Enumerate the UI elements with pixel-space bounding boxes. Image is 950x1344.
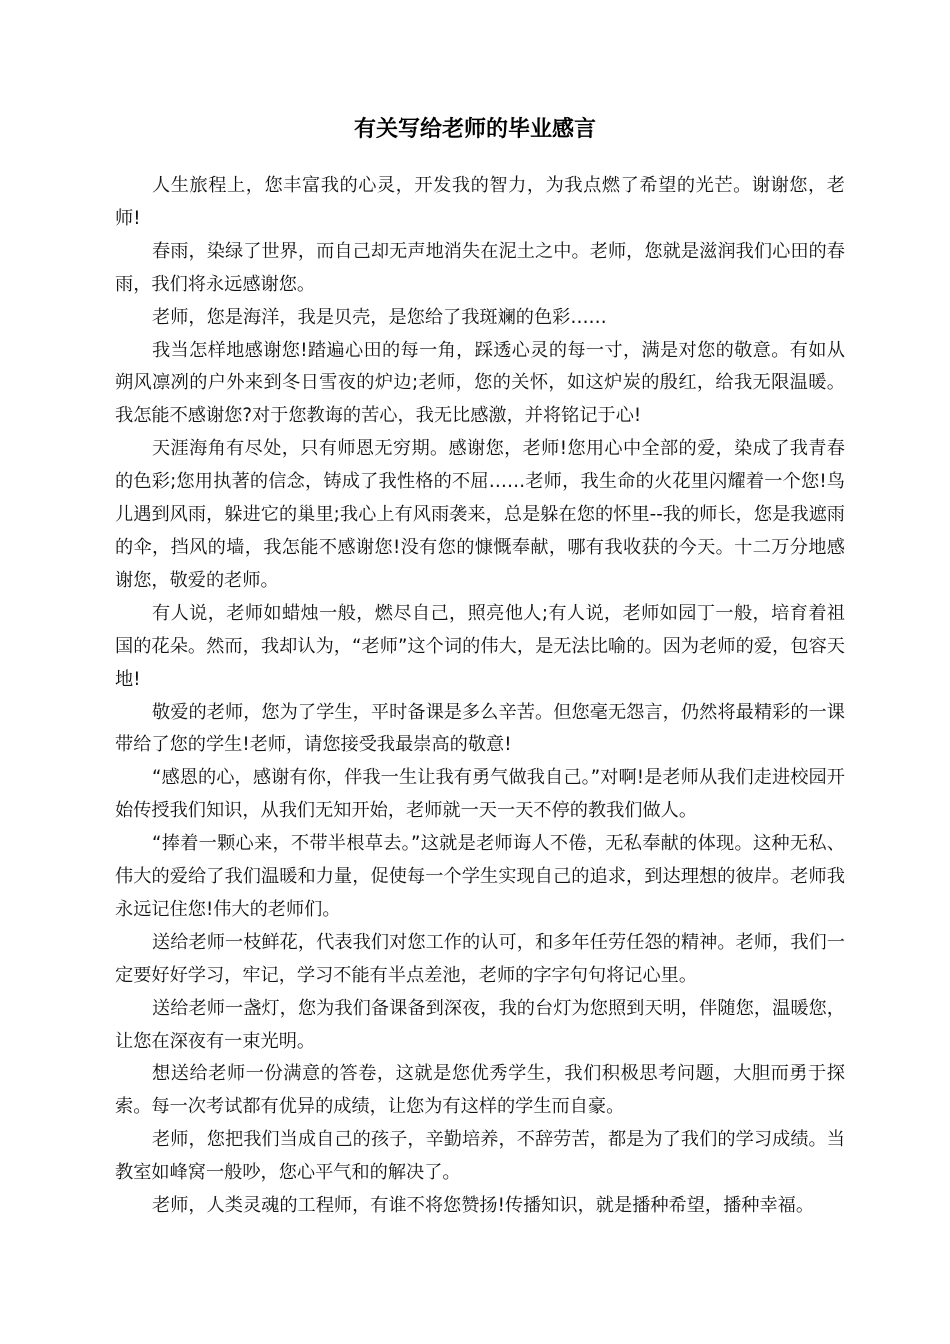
paragraph: 天涯海角有尽处，只有师恩无穷期。感谢您，老师!您用心中全部的爱，染成了我青春的色彩;您用执著的信念，铸成了我性格的不屈……老师，我生命的火花里闪耀着一个您!鸟儿遇到风雨，躲进它的巢里;我心上有风雨袭来，总是躲在您的怀里--我的师长，您是我遮雨的伞，挡风的墙，我怎能不感谢您!没有您的慷慨奉献，哪有我收获的今天。十二万分地感谢您，敬爱的老师。 (115, 438, 845, 591)
paragraph: “捧着一颗心来，不带半根草去。”这就是老师诲人不倦，无私奉献的体现。这种无私、伟大的爱给了我们温暖和力量，促使每一个学生实现自己的追求，到达理想的彼岸。老师我永远记住您!伟大的老师们。 (115, 833, 845, 920)
paragraph: 想送给老师一份满意的答卷，这就是您优秀学生，我们积极思考问题，大胆而勇于探索。每一次考试都有优异的成绩，让您为有这样的学生而自豪。 (115, 1063, 845, 1118)
paragraph: 老师，您把我们当成自己的孩子，辛勤培养，不辞劳苦，都是为了我们的学习成绩。当教室如峰窝一般吵，您心平气和的解决了。 (115, 1129, 845, 1184)
paragraph: 敬爱的老师，您为了学生，平时备课是多么辛苦。但您毫无怨言，仍然将最精彩的一课带给了您的学生!老师，请您接受我最崇高的敬意! (115, 701, 845, 756)
paragraph: 老师，您是海洋，我是贝壳，是您给了我斑斓的色彩…… (152, 306, 607, 328)
paragraph: 人生旅程上，您丰富我的心灵，开发我的智力，为我点燃了希望的光芒。谢谢您，老师! (115, 175, 845, 229)
document-body (115, 170, 845, 1223)
paragraph: 送给老师一盏灯，您为我们备课备到深夜，我的台灯为您照到天明，伴随您，温暖您，让您在深夜有一束光明。 (115, 997, 845, 1052)
document-title: 有关写给老师的毕业感言 (353, 117, 596, 142)
paragraph: 我当怎样地感谢您!踏遍心田的每一角，踩透心灵的每一寸，满是对您的敬意。有如从朔风凛冽的户外来到冬日雪夜的炉边;老师，您的关怀，如这炉炭的殷红，给我无限温暖。我怎能不感谢您?对于您教诲的苦心，我无比感激，并将铭记于心! (115, 339, 845, 427)
paragraph: 老师，人类灵魂的工程师，有谁不将您赞扬!传播知识，就是播种希望，播种幸福。 (152, 1195, 815, 1217)
paragraph: “感恩的心，感谢有你，伴我一生让我有勇气做我自己。”对啊!是老师从我们走进校园开始传授我们知识，从我们无知开始，老师就一天一天不停的教我们做人。 (115, 767, 845, 822)
paragraph: 送给老师一枝鲜花，代表我们对您工作的认可，和多年任劳任怨的精神。老师，我们一定要好好学习，牢记，学习不能有半点差池，老师的字字句句将记心里。 (115, 931, 845, 986)
paragraph: 有人说，老师如蜡烛一般，燃尽自己，照亮他人;有人说，老师如园丁一般，培育着祖国的花朵。然而，我却认为，“老师”这个词的伟大，是无法比喻的。因为老师的爱，包容天地! (115, 602, 845, 690)
paragraph: 春雨，染绿了世界，而自己却无声地消失在泥土之中。老师，您就是滋润我们心田的春雨，我们将永远感谢您。 (115, 240, 845, 295)
